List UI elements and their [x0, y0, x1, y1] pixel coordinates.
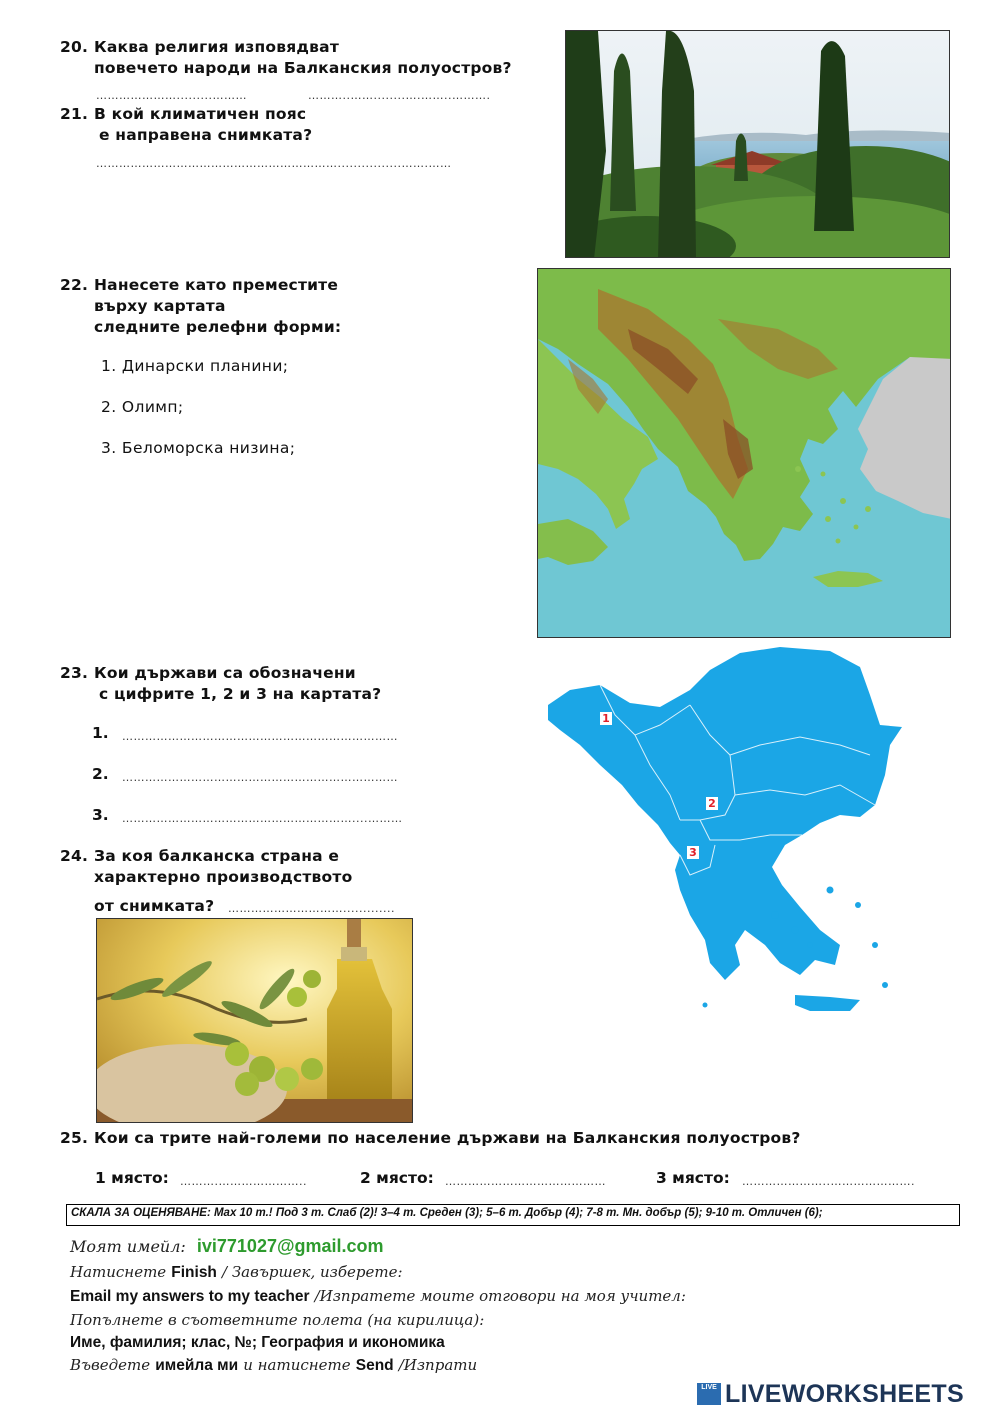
email-answers-keyword: Email my answers to my teacher	[70, 1288, 310, 1305]
balkan-countries-map	[540, 645, 910, 1030]
place-1-field[interactable]: ……….…………………..	[180, 1175, 307, 1188]
instruction-email-answers	[70, 1286, 686, 1306]
q21-line1: В кой климатичен пояс	[94, 105, 307, 123]
place-3-label: 3 място:	[656, 1169, 730, 1187]
instruction-fill-fields: Попълнете в съответните полета (на кирилица):	[70, 1311, 485, 1329]
email-line	[70, 1236, 384, 1257]
q22-item-aegean-lowland[interactable]: 3. Беломорска низина;	[101, 439, 296, 457]
q23-answer-1-field[interactable]: ………………………………………………………………	[122, 730, 398, 743]
map-marker-1: 1	[600, 712, 612, 725]
place-3-field[interactable]: …………………..………………….	[742, 1175, 915, 1188]
instruction-send-text-2: и натиснете	[243, 1356, 351, 1374]
q23-answer-3-field[interactable]: ……………………………………………………....………	[122, 812, 403, 825]
q20-answer-field-2[interactable]: ………..……........….……..……….	[308, 89, 491, 102]
email-answers-translation: /Изпратете моите отговори на моя учител:	[314, 1287, 686, 1305]
q25-question: Кои са трите най-големи по население държави на Балканския полуостров?	[94, 1129, 801, 1147]
q23-answer-2-field[interactable]: ………………………………………………………………	[122, 771, 398, 784]
instruction-fields-list: Име, фамилия; клас, №; География и икономика	[70, 1334, 445, 1351]
q23-line2: с цифрите 1, 2 и 3 на картата?	[99, 685, 382, 703]
q21-line2: е направена снимката?	[99, 126, 313, 144]
q22-item-dinaric[interactable]: 1. Динарски планини;	[101, 357, 289, 375]
q23-line1: Кои държави са обозначени	[94, 664, 356, 682]
q22-item-olympus[interactable]: 2. Олимп;	[101, 398, 184, 416]
instruction-send	[70, 1355, 477, 1375]
q21-answer-field[interactable]: ………………………………………………………................…….……	[96, 157, 452, 170]
grading-scale: СКАЛА ЗА ОЦЕНЯВАНЕ: Max 10 т.! Под 3 т. Слаб (2)! 3–4 т. Среден (3); 5–6 т. Добър (4); 7-8 т. Мн. добър (5); 9-10 т. Отличен (6);	[66, 1204, 960, 1226]
map-marker-2: 2	[706, 797, 718, 810]
place-2-field[interactable]: ……………………………………	[445, 1175, 606, 1188]
instruction-send-translation: /Изпрати	[398, 1356, 478, 1374]
send-keyword: Send	[355, 1357, 394, 1374]
q24-line3: от снимката?	[94, 897, 215, 915]
q20-line2: повечето народи на Балканския полуостров?	[94, 59, 512, 77]
olive-oil-photo	[96, 918, 413, 1123]
q22-line1: Нанесете като преместите	[94, 276, 339, 294]
place-2-label: 2 място:	[360, 1169, 434, 1187]
q24-number: 24.	[60, 847, 89, 865]
liveworksheets-logo	[697, 1381, 992, 1407]
q23-answer-2-label: 2.	[92, 765, 109, 783]
liveworksheets-wordmark: LIVEWORKSHEETS	[725, 1380, 964, 1408]
my-email-keyword: имейла ми	[155, 1357, 239, 1374]
q24-line1: За коя балканска страна е	[94, 847, 340, 865]
q22-number: 22.	[60, 276, 89, 294]
q20-line1: Каква религия изповядват	[94, 38, 339, 56]
q22-line3: следните релефни форми:	[94, 318, 342, 336]
instruction-finish	[70, 1262, 403, 1282]
mediterranean-landscape-photo	[565, 30, 950, 258]
live-badge-icon: LIVE	[697, 1383, 721, 1405]
q23-answer-3-label: 3.	[92, 806, 109, 824]
instruction-finish-text: Натиснете	[70, 1263, 167, 1281]
place-1-label: 1 място:	[95, 1169, 169, 1187]
q25-number: 25.	[60, 1129, 89, 1147]
relief-map[interactable]	[537, 268, 951, 638]
instruction-send-text: Въведете	[70, 1356, 151, 1374]
teacher-email: ivi771027@gmail.com	[196, 1236, 384, 1256]
finish-keyword: Finish	[171, 1264, 217, 1281]
q21-number: 21.	[60, 105, 89, 123]
instruction-finish-text-2: / Завършек, изберете:	[222, 1263, 403, 1281]
q24-line2: характерно производството	[94, 868, 353, 886]
q23-answer-1-label: 1.	[92, 724, 109, 742]
map-marker-3: 3	[687, 846, 699, 859]
email-label: Моят имейл:	[70, 1237, 186, 1256]
q23-number: 23.	[60, 664, 89, 682]
q22-line2: върху картата	[94, 297, 226, 315]
q24-answer-field[interactable]: ………………………….............	[228, 902, 395, 915]
q20-answer-field-1[interactable]: ………………….........………	[96, 89, 247, 102]
q20-number: 20.	[60, 38, 89, 56]
